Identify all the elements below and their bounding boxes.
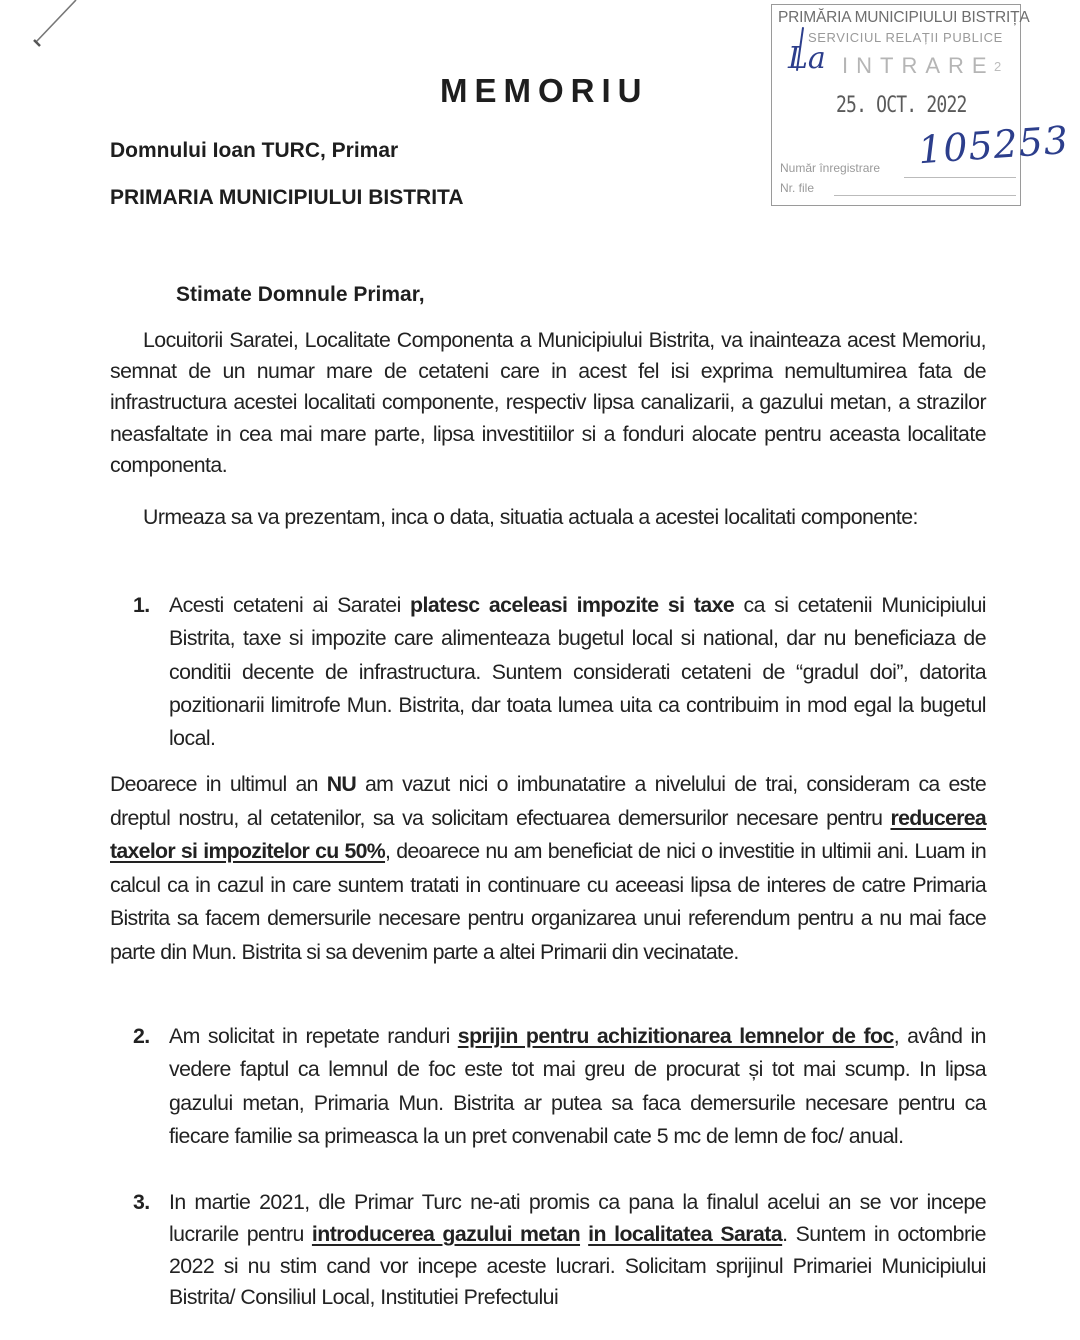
pen-mark-icon — [28, 0, 88, 50]
list-item-number: 3. — [133, 1190, 150, 1214]
list-item-text: In martie 2021, dle Primar Turc ne-ati promis ca pana la finalul acelui an se vor incepe lucrarile pentru introducerea gazului metan in localitatea Sarata. Suntem in octombrie 2022 si nu stim cand vor incepe aceste lucrari. Solicitam sprijinul Primariei Municipiului Bistrita/ Consiliul Local, Institutiei Prefectului — [169, 1190, 986, 1310]
list-item-firewood — [133, 1020, 986, 1153]
handwritten-registration-number: 105253 — [916, 117, 1071, 173]
paragraph-intro: Locuitorii Saratei, Localitate Componenta a Municipiului Bistrita, va inainteaza acest Memoriu, semnat de un numar mare de cetateni care in acest fel isi exprima nemultumirea fata de infrastructura acestei localitati componente, respectiv lipsa canalizarii, a gazului metan, a strazilor neasfaltate in cea mai mare parte, lipsa investitiilor si a fonduri alocate pentru aceasta localitate componenta. — [110, 328, 986, 477]
list-item-gas — [133, 1187, 986, 1314]
paragraph-request-reduction: Deoarece in ultimul an NU am vazut nici o imbunatatire a nivelului de trai, consideram ca este dreptul nostru, al cetatenilor, sa va solicitam efectuarea demersurilor necesare pentru reducerea taxelor si impozitelor cu 50%, deoarece nu am beneficiat de nici o investitie in ultimii ani. Luam in calcul ca in cazul in care suntem tratati in continuare cu aceeasi lipsa de interes de catre Primaria Bistrita sa facem demersurile necesare pentru organizarea unui referendum pentru a nu mai face parte din Mun. Bistrita si sa devenim parte a altei Primarii din vecinatate. — [110, 772, 986, 964]
handwritten-prefix: La — [788, 41, 826, 76]
registration-stamp — [771, 4, 1071, 206]
emphasis-underlined-text: reducerea taxelor si impozitelor cu 50% — [110, 805, 986, 863]
emphasis-text: NU — [326, 772, 357, 796]
list-item-taxes — [133, 589, 986, 755]
document-title: MEMORIU — [440, 72, 649, 109]
stamp-date: 25. OCT. 2022 — [836, 93, 967, 118]
emphasis-underlined-text: introducerea gazului metan — [311, 1221, 581, 1246]
stamp-registration-line — [904, 177, 1016, 178]
stamp-institution: PRIMĂRIA MUNICIPIULUI BISTRIȚA — [778, 9, 1030, 26]
stamp-registration-label: Număr înregistrare — [780, 161, 881, 175]
stamp-counter: 2 — [994, 59, 1002, 74]
addressee-institution: PRIMARIA MUNICIPIULUI BISTRITA — [110, 186, 464, 209]
list-item-text: Am solicitat in repetate randuri sprijin pentru achizitionarea lemnelor de foc, având in vedere faptul ca lemnul de foc este tot mai greu de procurat și tot mai scump. In lipsa gazului metan, Primaria Mun. Bistrita ar putea sa faca demersurile necesare pentru ca fiecare familie sa primeasca la un pret convenabil cate 5 mc de lemn de foc/ anual. — [169, 1024, 986, 1148]
emphasis-underlined-text: sprijin pentru achizitionarea lemnelor de foc — [457, 1024, 894, 1048]
emphasis-underlined-text: in localitatea Sarata — [588, 1221, 783, 1246]
greeting: Stimate Domnule Primar, — [176, 283, 425, 306]
list-item-number: 1. — [133, 593, 150, 617]
addressee-name: Domnului Ioan TURC, Primar — [110, 139, 399, 162]
stamp-service: SERVICIUL RELAȚII PUBLICE — [808, 30, 1003, 45]
stamp-entry: INTRARE — [842, 53, 995, 78]
list-item-text: Acesti cetateni ai Saratei platesc aceleasi impozite si taxe ca si cetatenii Municipiului Bistrita, taxe si impozite care alimenteaza bugetul local si national, dar nu beneficiaza de conditii decente de infrastructura. Suntem considerati cetateni de “gradul doi”, datorita pozitionarii limitrofe Mun. Bistrita, dar toata lumea uita ca contribuim in mod egal la bugetul local. — [169, 593, 986, 751]
stamp-file-label: Nr. file — [780, 181, 815, 195]
emphasis-text: platesc aceleasi impozite si taxe — [410, 593, 735, 617]
stamp-file-line — [834, 195, 1016, 196]
list-item-number: 2. — [133, 1024, 150, 1048]
paragraph-situation: Urmeaza sa va prezentam, inca o data, situatia actuala a acestei localitati componente: — [143, 505, 918, 529]
